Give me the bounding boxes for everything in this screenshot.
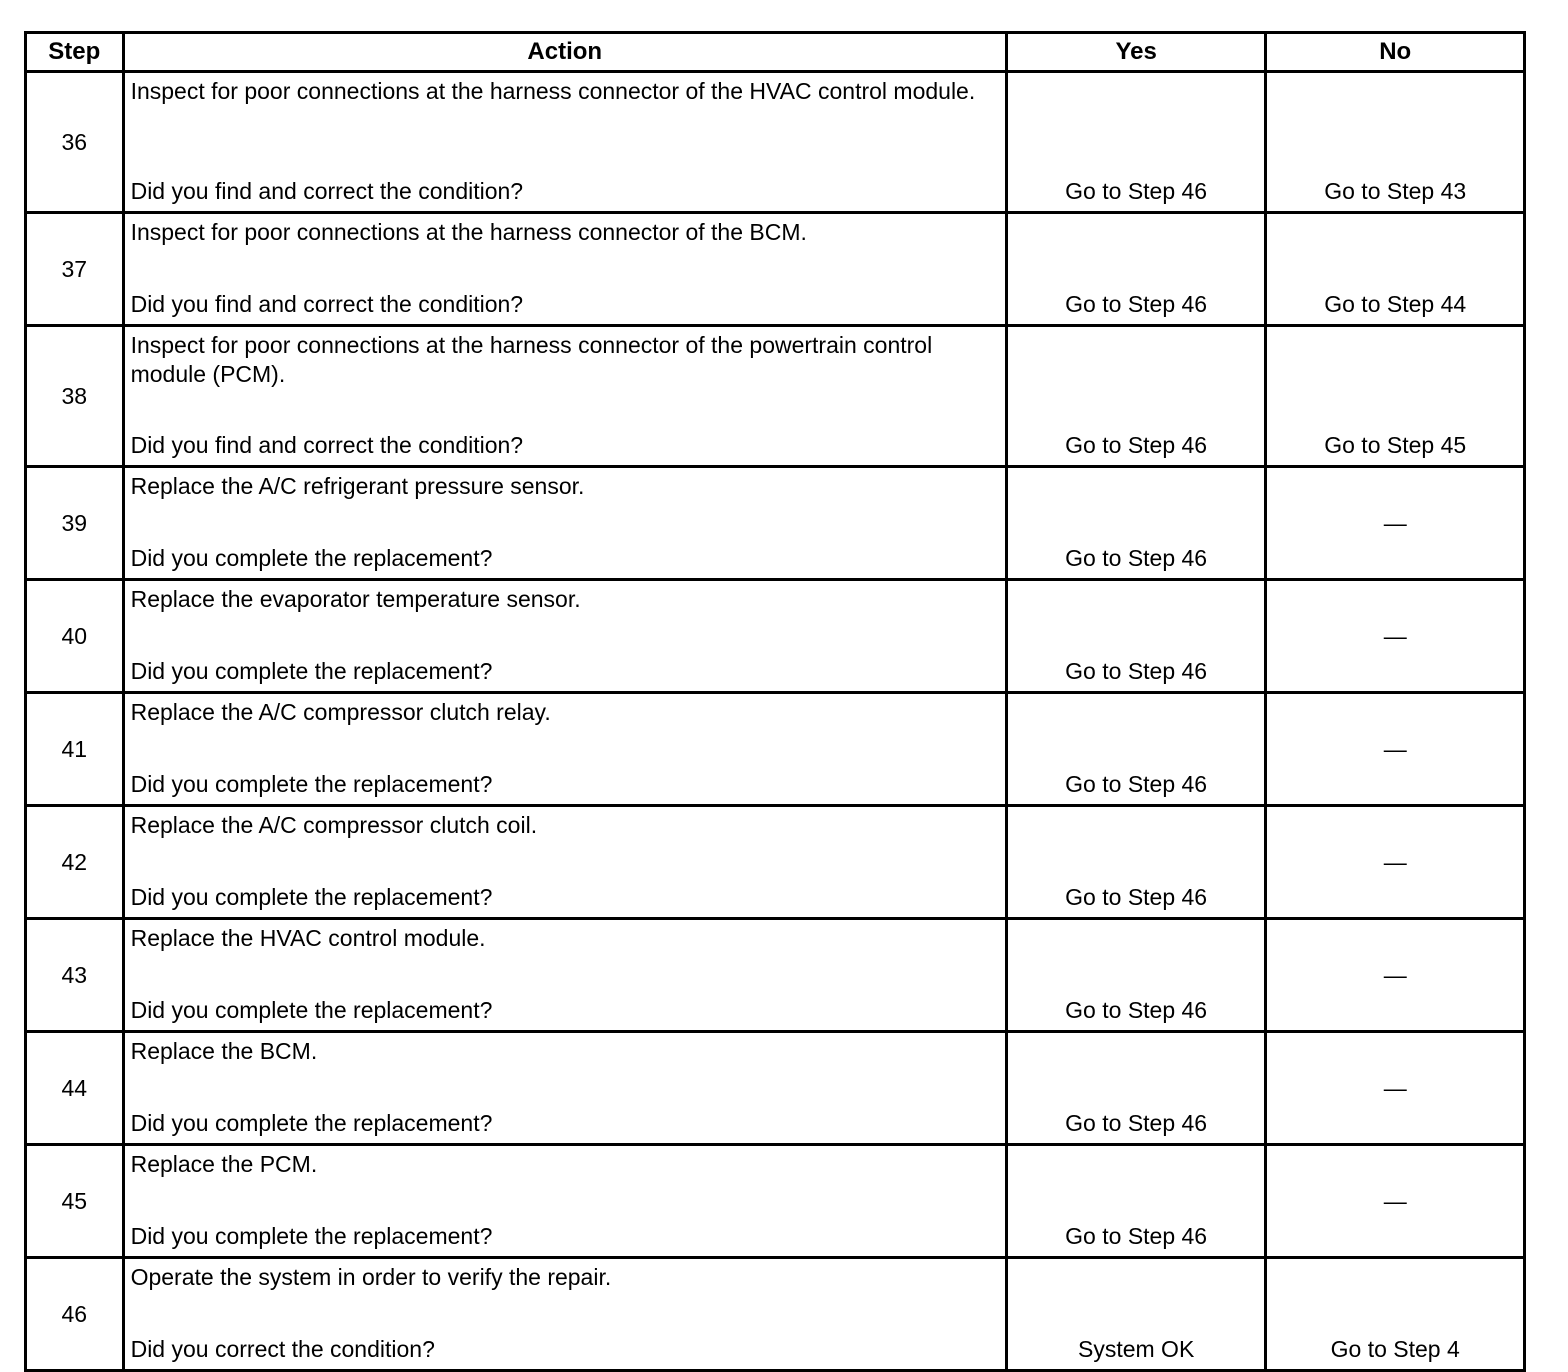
table-row: [26, 72, 1525, 213]
action-cell: [123, 806, 1006, 919]
step-number: 46: [26, 1258, 124, 1371]
step-number: 41: [26, 693, 124, 806]
no-result: —: [1266, 693, 1525, 806]
step-number: 37: [26, 213, 124, 326]
yes-result: Go to Step 46: [1006, 72, 1266, 213]
step-number: 36: [26, 72, 124, 213]
table-row: [26, 213, 1525, 326]
yes-result: Go to Step 46: [1006, 1145, 1266, 1258]
question-text: Did you complete the replacement?: [130, 884, 493, 910]
yes-result: Go to Step 46: [1006, 806, 1266, 919]
diagnostic-table: [24, 31, 1526, 1372]
step-number: 39: [26, 467, 124, 580]
action-text: Inspect for poor connections at the harness connector of the HVAC control module.: [130, 78, 976, 104]
step-number: 45: [26, 1145, 124, 1258]
yes-result: Go to Step 46: [1006, 580, 1266, 693]
no-result: Go to Step 45: [1266, 326, 1525, 467]
no-result: —: [1266, 580, 1525, 693]
no-result: Go to Step 4: [1266, 1258, 1525, 1371]
action-cell: [123, 326, 1006, 467]
yes-result: Go to Step 46: [1006, 467, 1266, 580]
action-text: Inspect for poor connections at the harness connector of the powertrain control module (PCM).: [130, 332, 933, 387]
action-cell: [123, 1258, 1006, 1371]
table-row: [26, 467, 1525, 580]
yes-result: Go to Step 46: [1006, 213, 1266, 326]
action-text: Operate the system in order to verify the repair.: [130, 1264, 612, 1290]
no-result: —: [1266, 919, 1525, 1032]
question-text: Did you complete the replacement?: [130, 1110, 493, 1136]
action-text: Replace the PCM.: [130, 1151, 318, 1177]
action-text: Replace the A/C refrigerant pressure sensor.: [130, 473, 585, 499]
action-text: Replace the evaporator temperature sensor.: [130, 586, 581, 612]
step-number: 40: [26, 580, 124, 693]
table-row: [26, 1145, 1525, 1258]
yes-result: Go to Step 46: [1006, 326, 1266, 467]
action-text: Replace the HVAC control module.: [130, 925, 486, 951]
action-text: Replace the A/C compressor clutch coil.: [130, 812, 538, 838]
question-text: Did you complete the replacement?: [130, 997, 493, 1023]
question-text: Did you complete the replacement?: [130, 1223, 493, 1249]
no-result: Go to Step 43: [1266, 72, 1525, 213]
table-row: [26, 919, 1525, 1032]
action-cell: [123, 580, 1006, 693]
action-cell: [123, 213, 1006, 326]
no-result: —: [1266, 1032, 1525, 1145]
action-cell: [123, 1145, 1006, 1258]
table-row: [26, 1258, 1525, 1371]
action-text: Replace the BCM.: [130, 1038, 318, 1064]
no-result: —: [1266, 1145, 1525, 1258]
step-number: 43: [26, 919, 124, 1032]
no-result: —: [1266, 806, 1525, 919]
question-text: Did you complete the replacement?: [130, 658, 493, 684]
action-cell: [123, 919, 1006, 1032]
step-number: 42: [26, 806, 124, 919]
header-step: Step: [26, 33, 124, 72]
action-cell: [123, 693, 1006, 806]
yes-result: Go to Step 46: [1006, 919, 1266, 1032]
question-text: Did you find and correct the condition?: [130, 178, 524, 204]
action-cell: [123, 467, 1006, 580]
table-row: [26, 693, 1525, 806]
yes-result: Go to Step 46: [1006, 693, 1266, 806]
table-row: [26, 326, 1525, 467]
step-number: 38: [26, 326, 124, 467]
header-no: No: [1266, 33, 1525, 72]
no-result: Go to Step 44: [1266, 213, 1525, 326]
table-row: [26, 580, 1525, 693]
table-row: [26, 806, 1525, 919]
question-text: Did you complete the replacement?: [130, 545, 493, 571]
question-text: Did you find and correct the condition?: [130, 432, 524, 458]
question-text: Did you complete the replacement?: [130, 771, 493, 797]
action-text: Inspect for poor connections at the harness connector of the BCM.: [130, 219, 807, 245]
yes-result: System OK: [1006, 1258, 1266, 1371]
no-result: —: [1266, 467, 1525, 580]
action-cell: [123, 72, 1006, 213]
question-text: Did you find and correct the condition?: [130, 291, 524, 317]
table-row: [26, 1032, 1525, 1145]
header-row: [26, 33, 1525, 72]
header-yes: Yes: [1006, 33, 1266, 72]
step-number: 44: [26, 1032, 124, 1145]
yes-result: Go to Step 46: [1006, 1032, 1266, 1145]
question-text: Did you correct the condition?: [130, 1336, 435, 1362]
action-cell: [123, 1032, 1006, 1145]
action-text: Replace the A/C compressor clutch relay.: [130, 699, 551, 725]
header-action: Action: [123, 33, 1006, 72]
